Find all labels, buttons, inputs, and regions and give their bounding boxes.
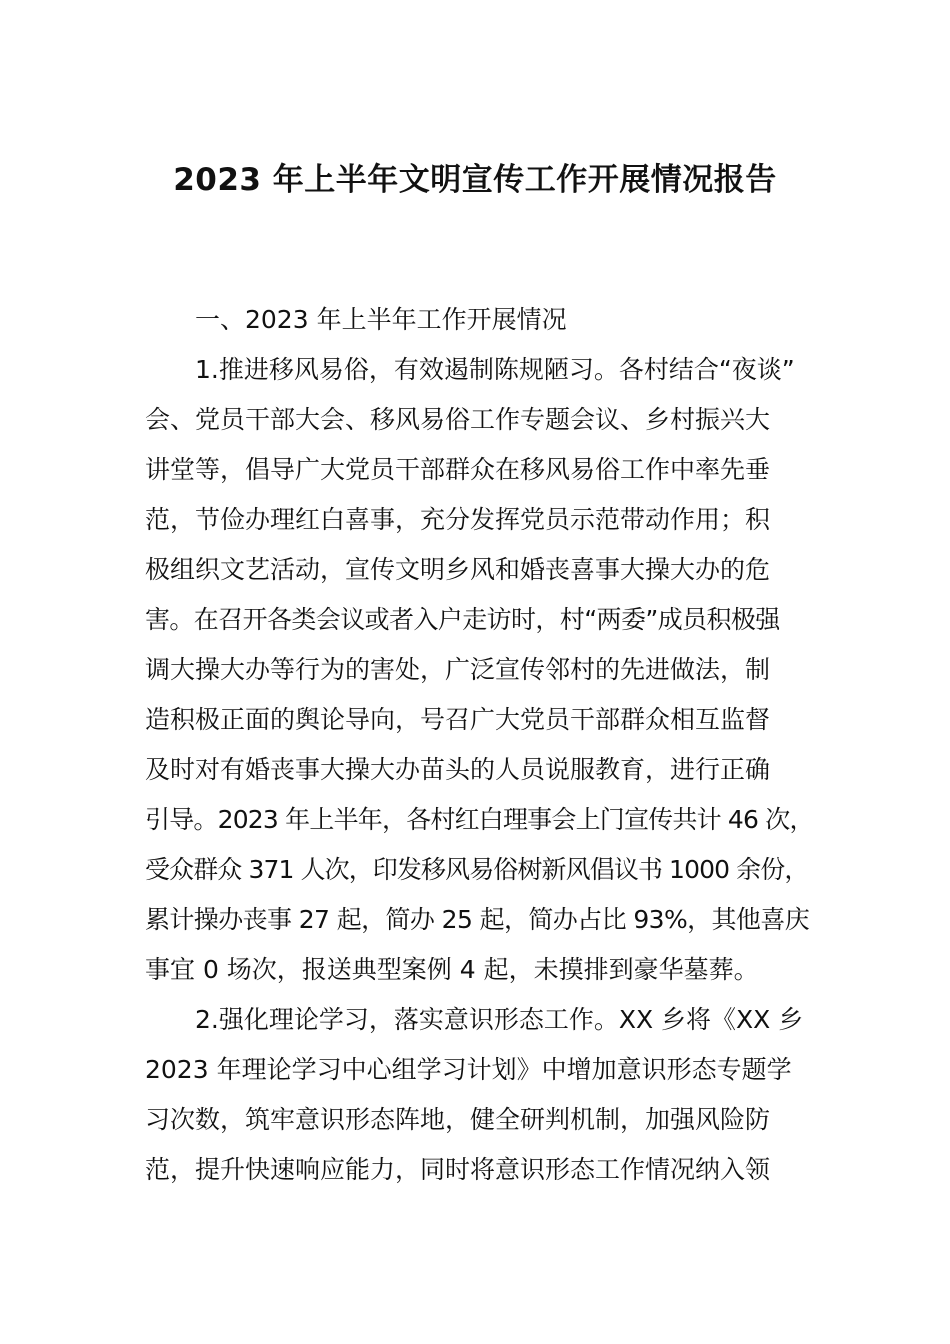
- paragraph-line: 调大操大办等行为的害处，广泛宣传邻村的先进做法，制: [145, 655, 771, 684]
- paragraph-line: 讲堂等，倡导广大党员干部群众在移风易俗工作中率先垂: [145, 455, 771, 484]
- paragraph-line: 受众群众 371 人次，印发移风易俗树新风倡议书 1000 余份，: [145, 855, 809, 884]
- paragraph-line: 习次数，筑牢意识形态阵地，健全研判机制，加强风险防: [145, 1105, 771, 1134]
- section-heading: 一、2023 年上半年工作开展情况: [195, 305, 567, 334]
- paragraph-line: 会、党员干部大会、移风易俗工作专题会议、乡村振兴大: [145, 405, 771, 434]
- paragraph-line: 范，节俭办理红白喜事，充分发挥党员示范带动作用；积: [145, 505, 771, 534]
- document-title: 2023 年上半年文明宣传工作开展情况报告: [173, 162, 777, 198]
- paragraph-line: 及时对有婚丧事大操大办苗头的人员说服教育，进行正确: [145, 755, 771, 784]
- paragraph-line: 1.推进移风易俗，有效遏制陈规陋习。各村结合“夜谈”: [195, 355, 795, 384]
- paragraph-line: 2023 年理论学习中心组学习计划》中增加意识形态专题学: [145, 1055, 792, 1084]
- paragraph-line: 累计操办丧事 27 起，简办 25 起，简办占比 93%，其他喜庆: [145, 905, 810, 934]
- paragraph-line: 事宜 0 场次，报送典型案例 4 起，未摸排到豪华墓葬。: [145, 955, 759, 984]
- paragraph-line: 造积极正面的舆论导向，号召广大党员干部群众相互监督: [145, 705, 771, 734]
- paragraph-line: 极组织文艺活动，宣传文明乡风和婚丧喜事大操大办的危: [145, 555, 771, 584]
- paragraph-line: 范，提升快速响应能力，同时将意识形态工作情况纳入领: [145, 1155, 771, 1184]
- paragraph-line: 害。在召开各类会议或者入户走访时，村“两委”成员积极强: [145, 605, 780, 634]
- paragraph-line: 引导。2023 年上半年，各村红白理事会上门宣传共计 46 次，: [145, 805, 814, 834]
- paragraph-line: 2.强化理论学习，落实意识形态工作。XX 乡将《XX 乡: [195, 1005, 804, 1034]
